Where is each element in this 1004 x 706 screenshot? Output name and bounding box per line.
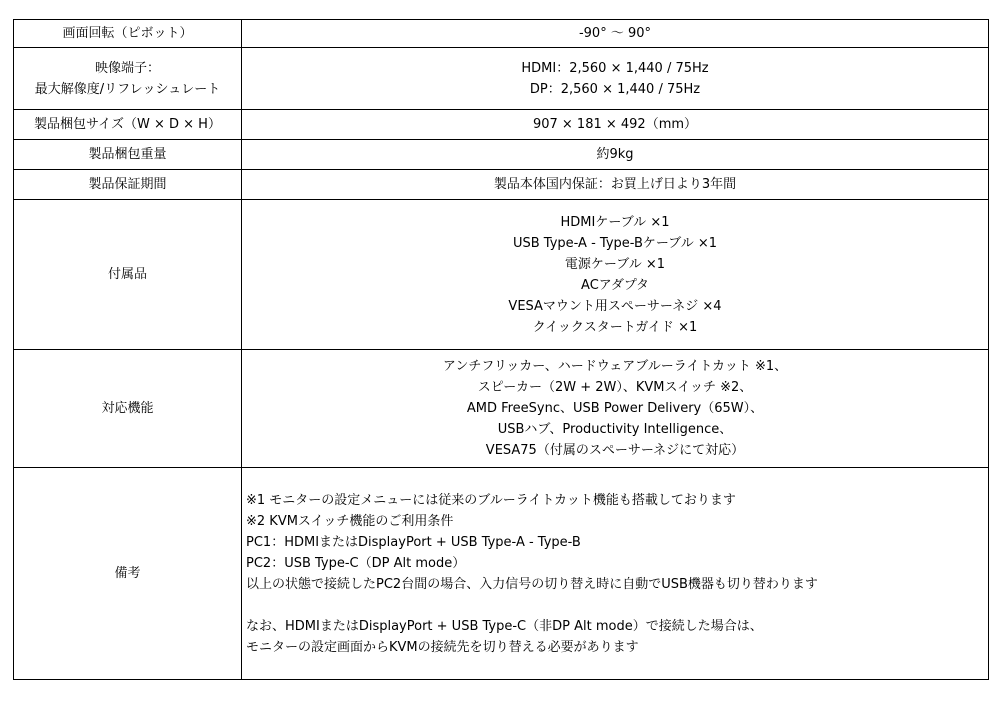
value-line: 約9kg <box>596 147 634 162</box>
table-row <box>14 170 989 200</box>
value-line: USBハブ、Productivity Intelligence、 <box>497 422 733 437</box>
value-line: スピーカー（2W + 2W）、KVMスイッチ ※2、 <box>477 380 753 395</box>
value-line: USB Type-A - Type-Bケーブル ×1 <box>512 235 718 251</box>
row-value <box>242 20 989 48</box>
value-line: 907 × 181 × 492（mm） <box>532 117 698 132</box>
label-line: 映像端子： <box>94 60 160 76</box>
table-row <box>14 468 989 680</box>
value-line: 電源ケーブル ×1 <box>564 256 666 272</box>
value-line: VESA75（付属のスペーサーネジにて対応） <box>485 443 745 458</box>
value-line: アンチフリッカー、ハードウェアブルーライトカット ※1、 <box>442 359 788 374</box>
label-line: 対応機能 <box>101 401 154 416</box>
value-line: HDMIケーブル ×1 <box>560 214 670 230</box>
row-label <box>14 350 242 468</box>
value-line: モニターの設定画面からKVMの接続先を切り替える必要があります <box>246 639 639 655</box>
table-row <box>14 200 989 350</box>
value-line: なお、HDMIまたはDisplayPort + USB Type-C（非DP Alt mode）で接続した場合は、 <box>246 618 763 634</box>
value-line: 以上の状態で接続したPC2台間の場合、入力信号の切り替え時に自動でUSB機器も切り替わります <box>246 576 818 592</box>
row-label <box>14 200 242 350</box>
label-line: 製品保証期間 <box>88 177 167 192</box>
row-label <box>14 140 242 170</box>
label-line: 画面回転（ピボット） <box>62 26 193 41</box>
value-line: 製品本体国内保証：お買上げ日より3年間 <box>493 177 737 192</box>
label-line: 製品梱包重量 <box>88 147 167 162</box>
value-line: AMD FreeSync、USB Power Delivery（65W）、 <box>466 401 764 416</box>
value-line: -90° ～ 90° <box>578 26 652 41</box>
label-line: 備考 <box>114 566 141 581</box>
label-line: 最大解像度/リフレッシュレート <box>34 81 221 97</box>
table-row <box>14 48 989 110</box>
row-value <box>242 110 989 140</box>
value-line: ACアダプタ <box>581 277 649 293</box>
label-line: 製品梱包サイズ（W × D × H） <box>34 117 221 132</box>
value-line: VESAマウント用スペーサーネジ ×4 <box>508 298 722 314</box>
table-row <box>14 20 989 48</box>
value-line: クイックスタートガイド ×1 <box>532 319 698 335</box>
table-row <box>14 110 989 140</box>
row-label <box>14 110 242 140</box>
row-label <box>14 468 242 680</box>
value-line: PC2：USB Type-C（DP Alt mode） <box>246 555 466 571</box>
value-line: PC1：HDMIまたはDisplayPort + USB Type-A - Type-B <box>246 534 581 550</box>
row-value <box>242 170 989 200</box>
row-value <box>242 200 989 350</box>
table-row <box>14 350 989 468</box>
row-value <box>242 468 989 680</box>
value-line: DP：2,560 × 1,440 / 75Hz <box>529 81 701 97</box>
row-value <box>242 140 989 170</box>
row-label <box>14 48 242 110</box>
row-value <box>242 48 989 110</box>
row-label <box>14 170 242 200</box>
label-line: 付属品 <box>107 267 147 282</box>
row-value <box>242 350 989 468</box>
row-label <box>14 20 242 48</box>
value-line: ※1 モニターの設定メニューには従来のブルーライトカット機能も搭載しております <box>246 492 736 508</box>
blank-line <box>246 595 984 616</box>
table-row <box>14 140 989 170</box>
value-line: HDMI：2,560 × 1,440 / 75Hz <box>521 60 709 76</box>
spec-table <box>13 19 989 680</box>
value-line: ※2 KVMスイッチ機能のご利用条件 <box>246 513 454 529</box>
